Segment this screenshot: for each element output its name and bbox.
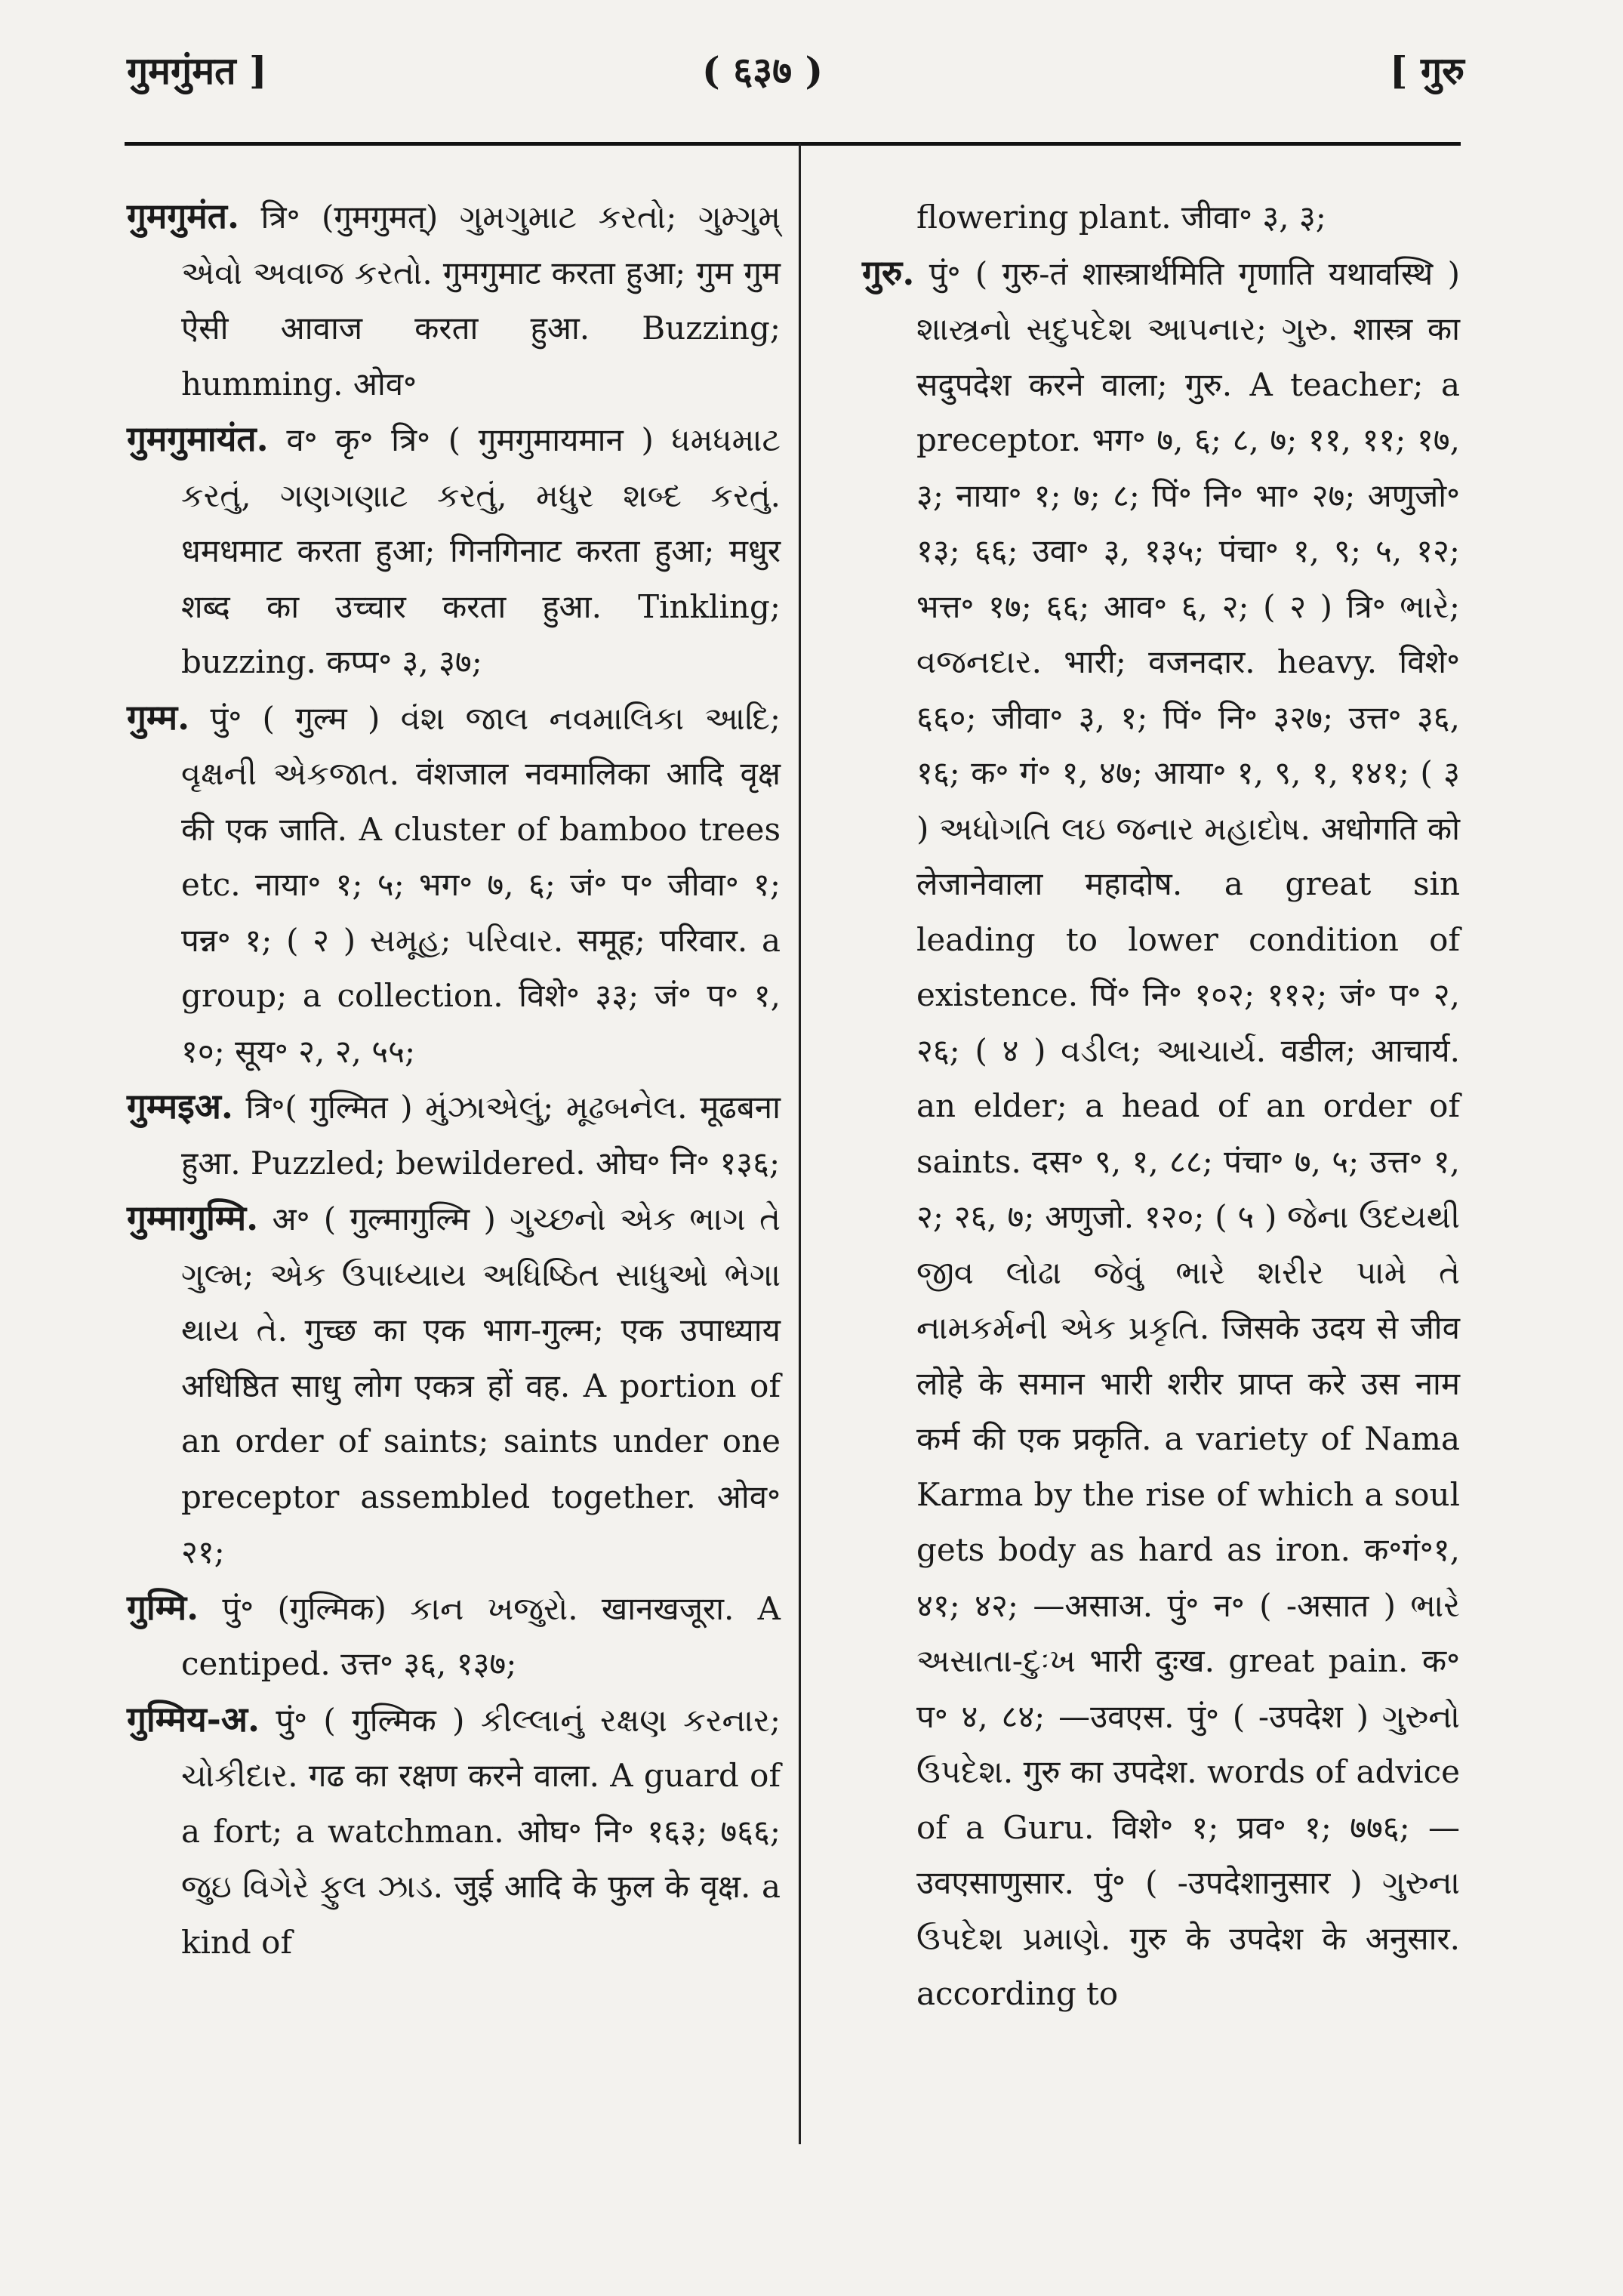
headword: गुम्म. xyxy=(127,696,190,738)
left-column xyxy=(127,189,781,1970)
dictionary-entry xyxy=(127,1191,781,1580)
dictionary-entry xyxy=(127,189,781,411)
dictionary-entry xyxy=(127,690,781,1080)
dictionary-entry xyxy=(127,1580,781,1692)
column-divider xyxy=(799,143,801,2144)
entry-text: पुं॰ ( गुल्म ) વંશ જાલ નવમાલિકા આદિ; વૃક્ષની એકજાત. वंशजाल नवमालिका आदि वृक्ष की एक जाति. A cluster of bamboo trees etc. नाया॰ १; ५; भग॰ ७, ६; जं॰ प॰ जीवा॰ १; पन्न॰ १; ( २ ) સમૂહ; પરિવાર. समूह; परिवार. a group; a collection. विशे॰ ३३; जं॰ प॰ १, १०; सूय॰ २, २, ५५; xyxy=(181,699,781,1070)
entry-text: व॰ कृ॰ त्रि॰ ( गुमगुमायमान ) ધમધમાટ કરતું, ગણગણાટ કરતું, મધુર શબ્દ કરતું. धमधमाट करता हुआ; गिनगिनाट करता हुआ; मधुर शब्द का उच्चार करता हुआ. Tinkling; buzzing. कप्प॰ ३, ३७; xyxy=(181,421,781,680)
dictionary-entry xyxy=(127,1692,781,1971)
page-number: ( ६३७ ) xyxy=(702,48,824,93)
headword: गुरु. xyxy=(862,251,915,293)
entry-text: पुं॰ (गुल्मिक) કાન ખજુરો. खानखजूरा. A centiped. उत्त॰ ३६, १३७; xyxy=(181,1589,781,1682)
header-right-guideword: [ गुरु xyxy=(1389,48,1464,93)
dictionary-entry-continued xyxy=(862,189,1460,245)
dictionary-entry xyxy=(127,411,781,690)
dictionary-entry xyxy=(127,1079,781,1191)
headword: गुम्मिय-अ. xyxy=(127,1698,260,1740)
headword: गुमगुमायंत. xyxy=(127,418,269,459)
entry-text: त्रि॰( गुल्मित ) મુંઝાએલું; મૂઢબનેલ. मूढबना हुआ. Puzzled; bewildered. ओघ॰ नि॰ १३६; xyxy=(181,1089,781,1182)
dictionary-entry xyxy=(862,245,1460,2022)
entry-text: पुं॰ ( गुल्मिक ) કીલ્લાનું રક્ષણ કરનાર; ચોકીદાર. गढ का रक्षण करने वाला. A guard of a fort; a watchman. ओघ॰ नि॰ १६३; ७६६; જુઇ વિગેરે ફુલ ઝાડ. जुई आदि के फुल के वृक्ष. a kind of xyxy=(181,1701,781,1961)
entry-text: अ॰ ( गुल्मागुल्मि ) ગુચ્છનો એક ભાગ તે ગુલ્મ; એક ઉપાધ્યાય અધિષ્ઠિત સાધુઓ ભેગા થાય તે. गुच्छ का एक भाग-गुल्म; एक उपाध्याय अधिष्ठित साधु लोग एकत्र हों वह. A portion of an order of saints; saints under one preceptor assembled together. ओव॰ २१; xyxy=(181,1200,781,1570)
headword: गुम्मइअ. xyxy=(127,1086,233,1126)
entry-text: flowering plant. जीवा॰ ३, ३; xyxy=(916,199,1326,236)
headword: गुम्मि. xyxy=(127,1586,199,1628)
entry-text: त्रि॰ (गुमगुमत्) ગુમગુમાટ કરતો; ગુમ્ગુમ્ એવો અવાજ કરતો. गुमगुमाट करता हुआ; गुम गुम ऐसी आवाज करता हुआ. Buzzing; humming. ओव॰ xyxy=(181,199,781,402)
page-header xyxy=(0,44,1623,104)
headword: गुमगुमंत. xyxy=(127,196,240,236)
header-left-guideword: गुमगुंमत ] xyxy=(127,48,267,93)
header-rule xyxy=(125,142,1461,146)
right-column xyxy=(862,189,1460,2022)
headword: गुम्मागुम्मि. xyxy=(127,1197,259,1238)
entry-text: पुं॰ ( गुरु-तं शास्त्रार्थमिति गृणाति यथावस्थि ) શાસ્ત્રનો સદુપદેશ આપનાર; ગુરુ. शास्त्र का सदुपदेश करने वाला; गुरु. A teacher; a preceptor. भग॰ ७, ६; ८, ७; ११, ११; १७, ३; नाया॰ १; ७; ८; पिं॰ नि॰ भा॰ २७; अणुजो॰ १३; ६६; उवा॰ ३, १३५; पंचा॰ १, ९; ५, १२; भत्त॰ १७; ६६; आव॰ ६, २; ( २ ) त्रि॰ ભારે; વજનદાર. भारी; वजनदार. heavy. विशे॰ ६६०; जीवा॰ ३, १; पिं॰ नि॰ ३२७; उत्त॰ ३६, १६; क॰ गं॰ १, ४७; आया॰ १, ९, १, १४१; ( ३ ) અધોગતિ લઇ જનાર મહાદોષ. अधोगति को लेजानेवाला महादोष. a great sin leading to lower condition of existence. पिं॰ नि॰ १०२; ११२; जं॰ प॰ २, २६; ( ४ ) વડીલ; આચાર્ય. वडील; आचार्य. an elder; a head of an order of saints. दस॰ ९, १, ८८; पंचा॰ ७, ५; उत्त॰ १, २; २६, ७; अणुजो. १२०; ( ५ ) જેના ઉદયથી જીવ લોઢા જેવું ભારે શરીર પામે તે નામકર્મની એક પ્રકૃતિ. जिसके उदय से जीव लोहे के समान भारी शरीर प्राप्त करे उस नाम कर्म की एक प्रकृति. a variety of Nama Karma by the rise of which a soul gets body as hard as iron. क॰गं॰१, ४१; ४२; —असाअ. पुं॰ न॰ ( -असात ) ભારે અસાતા-દુઃખ भारी दुःख. great pain. क॰ प॰ ४, ८४; —उवएस. पुं॰ ( -उपदेश ) ગુરુનો ઉપદેશ. गुरु का उपदेश. words of advice of a Guru. विशे॰ १; प्रव॰ १; ७७६; —उवएसाणुसार. पुं॰ ( -उपदेशानुसार ) ગુરુના ઉપદેશ પ્રમાણે. गुरु के उपदेश के अनुसार. according to xyxy=(914,254,1461,2012)
